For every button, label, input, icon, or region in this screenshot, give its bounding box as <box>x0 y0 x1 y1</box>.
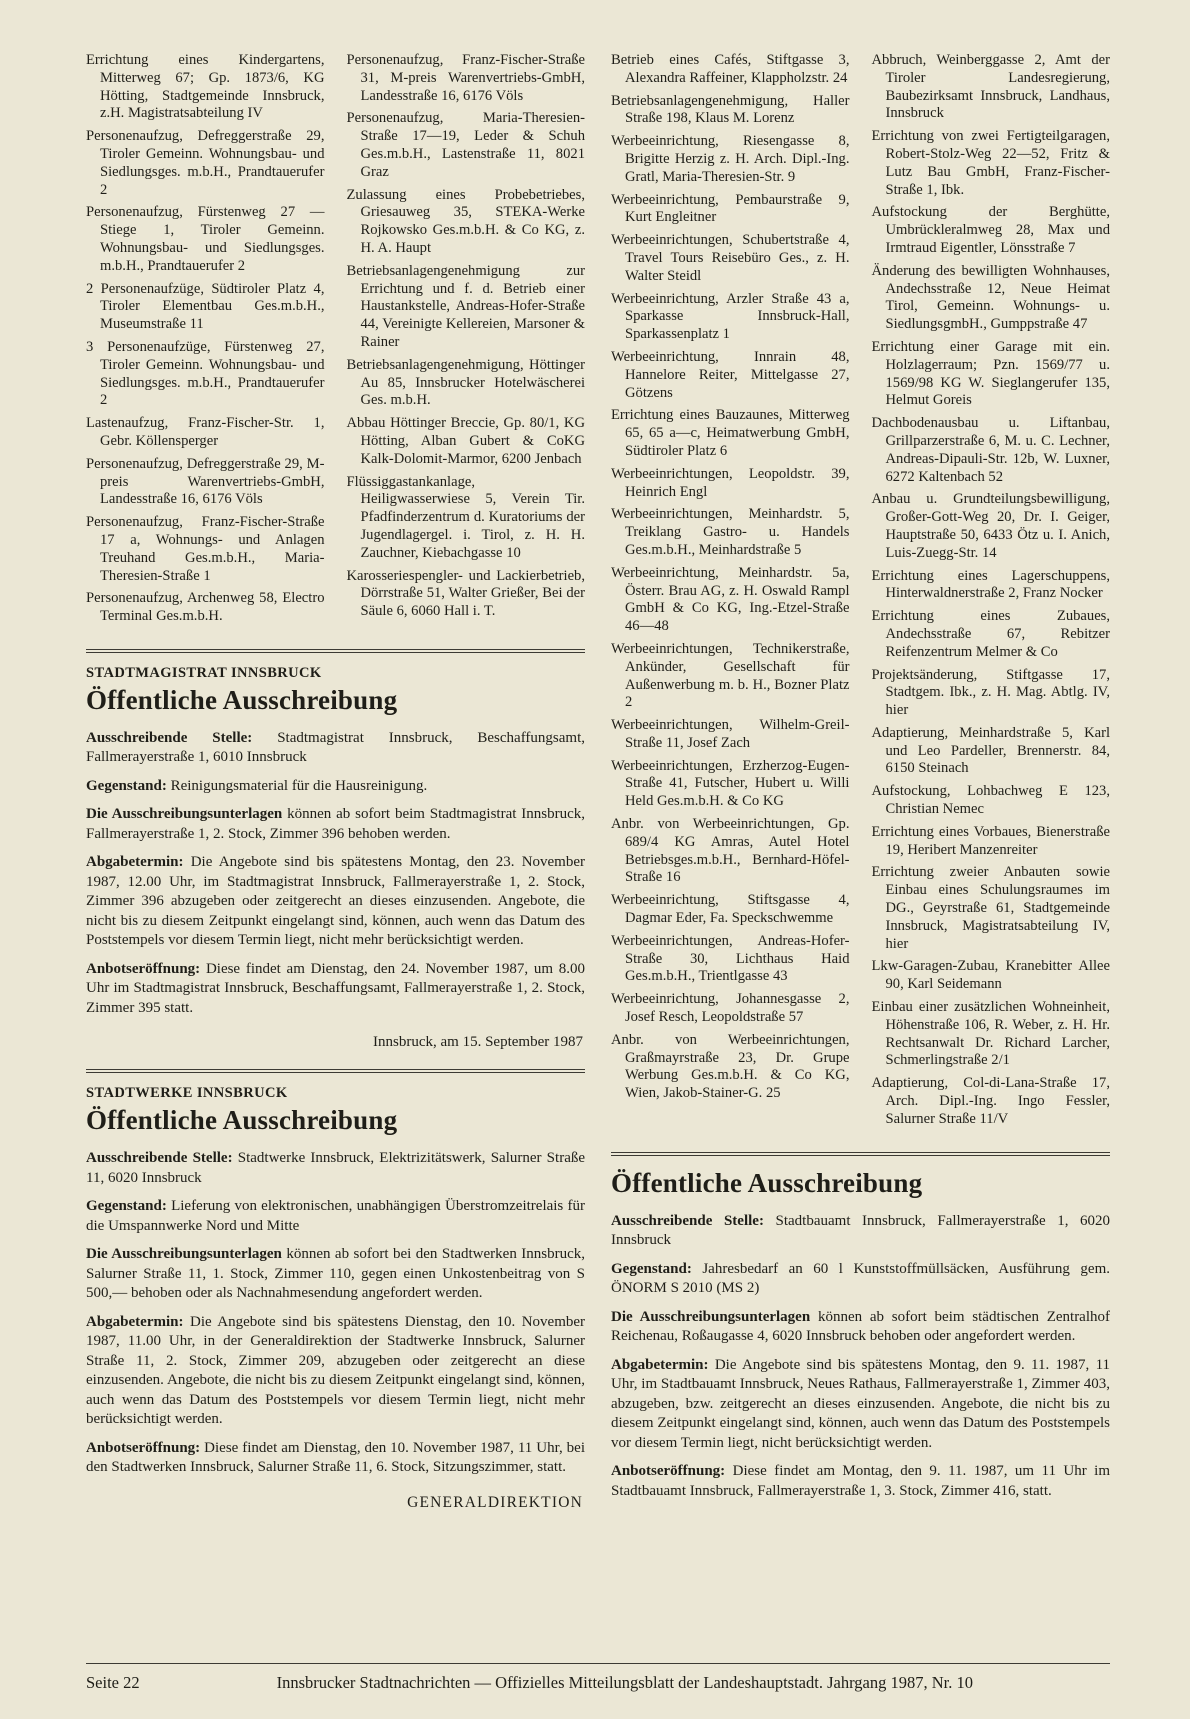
notice-item: Personenaufzug, Defreggerstraße 29, M-preis Warenvertriebs-GmbH, Landesstraße 16, 6176 Völs <box>86 455 325 508</box>
section-kicker: STADTMAGISTRAT INNSBRUCK <box>86 664 322 681</box>
section-title: Öffentliche Ausschreibung <box>611 1167 923 1198</box>
notice-item: Betriebsanlagengenehmigung, Höttinger Au 85, Innsbrucker Hotelwäscherei Ges. m.b.H. <box>346 356 585 409</box>
notice-item: Personenaufzug, Defreggerstraße 29, Tiroler Gemeinn. Wohnungsbau- und Siedlungsges. m.b.H., Prandtauerufer 2 <box>86 128 325 198</box>
notice-item: Abbruch, Weinberggasse 2, Amt der Tiroler Landesregierung, Baubezirksamt Innsbruck, Landhaus, Innsbruck <box>871 52 1110 122</box>
notice-item: Personenaufzug, Fürstenweg 27 — Stiege 1, Tiroler Gemeinn. Wohnungsbau- und Siedlungsges. m.b.H., Prandtauerufer 2 <box>86 204 325 274</box>
notice-item: Werbeeinrichtung, Innrain 48, Hannelore Reiter, Mittelgasse 27, Götzens <box>611 348 850 401</box>
paragraph-label: Abgabetermin: <box>86 854 184 871</box>
notice-item: Errichtung eines Zubaues, Andechsstraße 67, Rebitzer Reifenzentrum Melmer & Co <box>871 608 1110 660</box>
footer-divider <box>86 1663 1110 1664</box>
section-stadtbauamt <box>611 1152 1110 1502</box>
notice-item: Lkw-Garagen-Zubau, Kranebitter Allee 90, Karl Seidemann <box>871 958 1110 993</box>
paragraph-text: Stadtwerke Innsbruck, Elektrizitätswerk, Salurner Straße 11, 6020 Innsbruck <box>86 1150 586 1186</box>
paragraph-label: Gegenstand: <box>86 777 167 794</box>
notice-item: Karosseriespengler- und Lackierbetrieb, Dörrstraße 51, Walter Grießer, Bei der Säule 6, 6060 Hall i. T. <box>346 567 585 620</box>
notice-item: Werbeeinrichtung, Meinhardstr. 5a, Österr. Brau AG, z. H. Oswald Rampl GmbH & Co KG, Ing.-Etzel-Straße 46—48 <box>611 564 850 635</box>
section-paragraph <box>611 1308 1110 1347</box>
paragraph-text: Lieferung von elektronischen, unabhängigen Überstromzeitrelais für die Umspannwerke Nord und Mitte <box>86 1198 585 1234</box>
notice-item: Flüssiggastankanlage, Heiligwasserwiese 5, Verein Tir. Pfadfinderzentrum d. Kuratoriums der Jugendlagergel. i. Tirol, z. H. H. Zauchner, Kiebachgasse 10 <box>346 473 585 561</box>
paragraph-label: Anbotseröffnung: <box>611 1463 726 1480</box>
paragraph-text: Die Angebote sind bis spätestens Montag, den 9. 11. 1987, 11 Uhr, im Stadtbauamt Innsbruck, Neues Rathaus, Fallmerayerstraße 1, Zimmer 403, abzugeben, bzw. zeitgerecht an dieses einzusenden. Angebote, die nicht bis zu diesem Zeitpunkt eingelangt sind, können, auch wenn das Datum des Poststempels vor diesem Termin liegt, nicht berücksichtigt werden. <box>611 1356 1111 1451</box>
publication-line: Innsbrucker Stadtnachrichten — Offizielles Mitteilungsblatt der Landeshauptstadt. Jahrgang 1987, Nr. 10 <box>276 1673 973 1692</box>
paragraph-label: Ausschreibende Stelle: <box>611 1212 764 1229</box>
notice-item: Lastenaufzug, Franz-Fischer-Str. 1, Gebr. Köllensperger <box>86 415 325 449</box>
notice-item: Aufstockung, Lohbachweg E 123, Christian Nemec <box>871 783 1110 818</box>
notice-column-3 <box>611 52 850 1134</box>
notice-item: Werbeeinrichtung, Stiftsgasse 4, Dagmar Eder, Fa. Speckschwemme <box>611 892 850 927</box>
right-half <box>611 52 1110 1512</box>
notice-item: Einbau einer zusätzlichen Wohneinheit, Höhenstraße 106, R. Weber, z. H. Hr. Rechtsanwalt Dr. Richard Larcher, Schmerlingstraße 2/1 <box>871 999 1110 1069</box>
paragraph-text: Die Angebote sind bis spätestens Montag, den 23. November 1987, 12.00 Uhr, im Stadtmagistrat Innsbruck, Fallmerayerstraße 1, 2. Stock, Zimmer 396 abzugeben oder zeitgerecht an dieses einzusenden. Angebote, die nicht bis zu diesem Zeitpunkt eingelangt sind, können, auch wenn das Datum des Poststempels vor diesem Termin liegt, nicht mehr berücksichtigt werden. <box>86 854 586 949</box>
section-stadtmagistrat <box>86 649 585 1052</box>
footer-row <box>86 1673 1110 1693</box>
notice-item: Errichtung zweier Anbauten sowie Einbau eines Schulungsraumes im DG., Geyrstraße 61, Stadtgemeinde Innsbruck, Magistratsabteilung IV, hier <box>871 864 1110 952</box>
notice-item: Werbeeinrichtung, Pembaurstraße 9, Kurt Engleitner <box>611 191 850 226</box>
paragraph-text: können ab sofort beim städtischen Zentralhof Reichenau, Roßaugasse 4, 6020 Innsbruck behoben oder angefordert werden. <box>611 1308 1111 1345</box>
notice-item: Personenaufzug, Franz-Fischer-Straße 31, M-preis Warenvertriebs-GmbH, Landesstraße 16, 6176 Völs <box>346 52 585 104</box>
section-paragraph <box>86 960 585 1019</box>
notice-item: Projektsänderung, Stiftgasse 17, Stadtgem. Ibk., z. H. Mag. Abtlg. IV, hier <box>871 666 1110 719</box>
left-half <box>86 52 585 1512</box>
paragraph-text: Diese findet am Dienstag, den 10. November 1987, 11 Uhr, bei den Stadtwerken Innsbruck, Salurner Straße 11, 6. Stock, Sitzungszimmer, statt. <box>86 1439 586 1476</box>
notice-item: Anbr. von Werbeeinrichtungen, Graßmayrstraße 23, Dr. Grupe Werbung Ges.m.b.H. & Co KG, Wien, Jakob-Stainer-G. 25 <box>611 1031 850 1102</box>
notice-item: Errichtung einer Garage mit ein. Holzlagerraum; Pzn. 1569/77 u. 1569/98 KG W. Sieglangerufer 135, Helmut Goreis <box>871 338 1110 409</box>
section-paragraph <box>611 1462 1110 1501</box>
notice-column-2 <box>347 52 586 631</box>
paragraph-text: Die Angebote sind bis spätestens Dienstag, den 10. November 1987, 11.00 Uhr, in der Generaldirektion der Stadtwerke Innsbruck, Salurner Straße 11, 2. Stock, Zimmer 209, abzugeben oder zeitgerecht an diese einzusenden. Angebote, die nicht bis zu diesem Zeitpunkt eingelangt sind, können, auch wenn das Datum des Poststempels vor diesem Termin liegt, nicht mehr berücksichtigt werden. <box>86 1313 586 1428</box>
page-footer <box>86 1663 1110 1693</box>
section-title: Öffentliche Ausschreibung <box>86 1105 398 1136</box>
paragraph-label: Abgabetermin: <box>86 1313 184 1330</box>
notice-column-1 <box>86 52 325 631</box>
notice-item: Errichtung eines Kindergartens, Mitterweg 67; Gp. 1873/6, KG Hötting, Stadtgemeinde Innsbruck, z.H. Magistratsabteilung IV <box>86 52 325 122</box>
section-paragraph <box>86 1149 585 1188</box>
paragraph-text: Stadtbauamt Innsbruck, Fallmerayerstraße 1, 6020 Innsbruck <box>611 1212 1110 1249</box>
section-paragraph <box>86 777 585 797</box>
notice-item: Abbau Höttinger Breccie, Gp. 80/1, KG Hötting, Alban Gubert & CoKG Kalk-Dolomit-Marmor, 6200 Jenbach <box>346 415 585 467</box>
paragraph-label: Gegenstand: <box>86 1198 167 1215</box>
section-title: Öffentliche Ausschreibung <box>86 684 398 715</box>
notice-item: Adaptierung, Meinhardstraße 5, Karl und Leo Pardeller, Brennerstr. 84, 6150 Steinach <box>871 724 1110 777</box>
section-paragraph <box>86 853 585 951</box>
notice-column-4 <box>872 52 1111 1134</box>
notice-item: Werbeeinrichtungen, Technikerstraße, Ankünder, Gesellschaft für Außenwerbung m. b. H., Bozner Platz 2 <box>611 640 850 711</box>
notice-item: Werbeeinrichtungen, Andreas-Hofer-Straße 30, Lichthaus Haid Ges.m.b.H., Trientlgasse 43 <box>611 932 850 985</box>
notice-item: Dachbodenausbau u. Liftanbau, Grillparzerstraße 6, M. u. C. Lechner, Andreas-Dipauli-Str. 12b, W. Luxner, 6272 Kaltenbach 52 <box>871 415 1110 485</box>
section-paragraph <box>611 1356 1110 1454</box>
section-paragraph <box>86 805 585 844</box>
section-paragraph <box>611 1212 1110 1251</box>
notice-item: Personenaufzug, Maria-Theresien-Straße 17—19, Leder & Schuh Ges.m.b.H., Lastenstraße 11, 8021 Graz <box>346 110 585 180</box>
paragraph-text: Diese findet am Montag, den 9. 11. 1987, um 11 Uhr im Stadtbauamt Innsbruck, Fallmerayerstraße 1, 3. Stock, Zimmer 416, statt. <box>611 1463 1110 1499</box>
notice-item: Errichtung eines Bauzaunes, Mitterweg 65, 65 a—c, Heimatwerbung GmbH, Südtiroler Platz 6 <box>611 407 850 459</box>
notice-item: 3 Personenaufzüge, Fürstenweg 27, Tiroler Gemeinn. Wohnungsbau- und Siedlungsges. m.b.H., Prandtauerufer 2 <box>86 338 325 409</box>
paragraph-text: Diese findet am Dienstag, den 24. November 1987, um 8.00 Uhr im Stadtmagistrat Innsbruck, Beschaffungsamt, Fallmerayerstraße 1, 2. Stock, Zimmer 395 statt. <box>86 960 586 1016</box>
notice-item: Anbau u. Grundteilungsbewilligung, Großer-Gott-Weg 20, Dr. I. Geiger, Hauptstraße 50, 6433 Ötz u. I. Anich, Luis-Zuegg-Str. 14 <box>871 491 1110 561</box>
notice-item: Aufstockung der Berghütte, Umbrückleralmweg 28, Max und Irmtraud Eigentler, Lönsstraße 7 <box>871 204 1110 256</box>
section-paragraphs <box>611 1212 1110 1502</box>
section-divider <box>611 1152 1110 1156</box>
paragraph-text: Jahresbedarf an 60 l Kunststoffmüllsäcken, Ausführung gem. ÖNORM S 2010 (MS 2) <box>611 1260 1110 1297</box>
notice-item: Betrieb eines Cafés, Stiftgasse 3, Alexandra Raffeiner, Klappholzstr. 24 <box>611 52 850 86</box>
right-column-pair <box>611 52 1110 1134</box>
notice-item: Werbeeinrichtungen, Meinhardstr. 5, Treiklang Gastro- u. Handels Ges.m.b.H., Meinhardstraße 5 <box>611 506 850 558</box>
paragraph-label: Anbotseröffnung: <box>86 1439 201 1456</box>
paragraph-label: Abgabetermin: <box>611 1356 709 1373</box>
paragraph-label: Die Ausschreibungsunterlagen <box>86 806 283 823</box>
section-stadtwerke <box>86 1069 585 1512</box>
notice-item: Betriebsanlagengenehmigung, Haller Straße 198, Klaus M. Lorenz <box>611 92 850 127</box>
paragraph-label: Gegenstand: <box>611 1260 692 1277</box>
paragraph-label: Ausschreibende Stelle: <box>86 1150 233 1167</box>
section-divider <box>86 1069 585 1073</box>
paragraph-text: können ab sofort bei den Stadtwerken Innsbruck, Salurner Straße 11, 1. Stock, Zimmer 110, gegen einen Unkostenbeitrag von S 500,— behoben oder als Nachnahmesendung angefordert werden. <box>86 1246 586 1302</box>
section-paragraph <box>86 1313 585 1430</box>
notice-item: Zulassung eines Probebetriebes, Griesauweg 35, STEKA-Werke Rojkowsko Ges.m.b.H. & Co KG, z. H. A. Haupt <box>346 186 585 256</box>
section-kicker: STADTWERKE INNSBRUCK <box>86 1085 288 1102</box>
notice-item: Werbeeinrichtungen, Schubertstraße 4, Travel Tours Reisebüro Ges., z. H. Walter Steidl <box>611 232 850 284</box>
section-paragraph <box>86 1197 585 1236</box>
notice-item: Werbeeinrichtungen, Erzherzog-Eugen-Straße 41, Futscher, Hubert u. Willi Held Ges.m.b.H. & Co KG <box>611 757 850 810</box>
notice-item: Errichtung von zwei Fertigteilgaragen, Robert-Stolz-Weg 22—52, Fritz & Lutz Bau GmbH, Franz-Fischer-Straße 1, Ibk. <box>871 128 1110 198</box>
section-paragraph <box>611 1260 1110 1299</box>
notice-item: Werbeeinrichtung, Arzler Straße 43 a, Sparkasse Innsbruck-Hall, Sparkassenplatz 1 <box>611 290 850 343</box>
paragraph-label: Ausschreibende Stelle: <box>86 729 253 746</box>
paragraph-label: Anbotseröffnung: <box>86 960 201 977</box>
notice-item: Personenaufzug, Archenweg 58, Electro Terminal Ges.m.b.H. <box>86 590 325 625</box>
section-divider <box>86 649 585 653</box>
section-paragraph <box>86 1245 585 1304</box>
notice-item: Betriebsanlagengenehmigung zur Errichtung und f. d. Betrieb einer Haustankstelle, Andreas-Hofer-Straße 44, Vereinigte Kellereien, Marsoner & Rainer <box>346 262 585 350</box>
notice-item: Änderung des bewilligten Wohnhauses, Andechsstraße 12, Neue Heimat Tirol, Gemeinn. Wohnungs- u. SiedlungsgmbH., Gumppstraße 47 <box>871 262 1110 333</box>
notice-item: Werbeeinrichtungen, Wilhelm-Greil-Straße 11, Josef Zach <box>611 717 850 751</box>
section-signoff: Innsbruck, am 15. September 1987 <box>373 1034 583 1051</box>
notice-item: Werbeeinrichtungen, Leopoldstr. 39, Heinrich Engl <box>611 465 850 500</box>
paragraph-label: Die Ausschreibungsunterlagen <box>86 1246 282 1263</box>
section-paragraphs <box>86 1149 585 1478</box>
notice-item: Errichtung eines Lagerschuppens, Hinterwaldnerstraße 2, Franz Nocker <box>871 567 1110 602</box>
notice-item: Werbeeinrichtung, Johannesgasse 2, Josef Resch, Leopoldstraße 57 <box>611 991 850 1026</box>
notice-item: Anbr. von Werbeeinrichtungen, Gp. 689/4 KG Amras, Autel Hotel Betriebsges.m.b.H., Bernhard-Höfel-Straße 16 <box>611 816 850 886</box>
notice-item: Werbeeinrichtung, Riesengasse 8, Brigitte Herzig z. H. Arch. Dipl.-Ing. Gratl, Maria-Theresien-Str. 9 <box>611 133 850 185</box>
section-signoff: GENERALDIREKTION <box>407 1493 583 1511</box>
paragraph-text: können ab sofort beim Stadtmagistrat Innsbruck, Fallmerayerstraße 1, 2. Stock, Zimmer 396 behoben werden. <box>86 806 585 842</box>
left-column-pair <box>86 52 585 631</box>
section-paragraph <box>86 729 585 768</box>
notice-item: Errichtung eines Vorbaues, Bienerstraße 19, Heribert Manzenreiter <box>871 823 1110 858</box>
paragraph-text: Stadtmagistrat Innsbruck, Beschaffungsamt, Fallmerayerstraße 1, 6010 Innsbruck <box>86 729 586 766</box>
notice-item: Personenaufzug, Franz-Fischer-Straße 17 a, Wohnungs- und Anlagen Treuhand Ges.m.b.H., Maria-Theresien-Straße 1 <box>86 514 325 584</box>
page-number: Seite 22 <box>86 1673 140 1692</box>
section-paragraphs <box>86 729 585 1019</box>
notice-item: Adaptierung, Col-di-Lana-Straße 17, Arch. Dipl.-Ing. Ingo Fessler, Salurner Straße 11/V <box>871 1075 1110 1127</box>
notice-item: 2 Personenaufzüge, Südtiroler Platz 4, Tiroler Elementbau Ges.m.b.H., Museumstraße 11 <box>86 280 325 333</box>
paragraph-text: Reinigungsmaterial für die Hausreinigung. <box>170 777 428 794</box>
section-paragraph <box>86 1439 585 1478</box>
paragraph-label: Die Ausschreibungsunterlagen <box>611 1308 811 1325</box>
